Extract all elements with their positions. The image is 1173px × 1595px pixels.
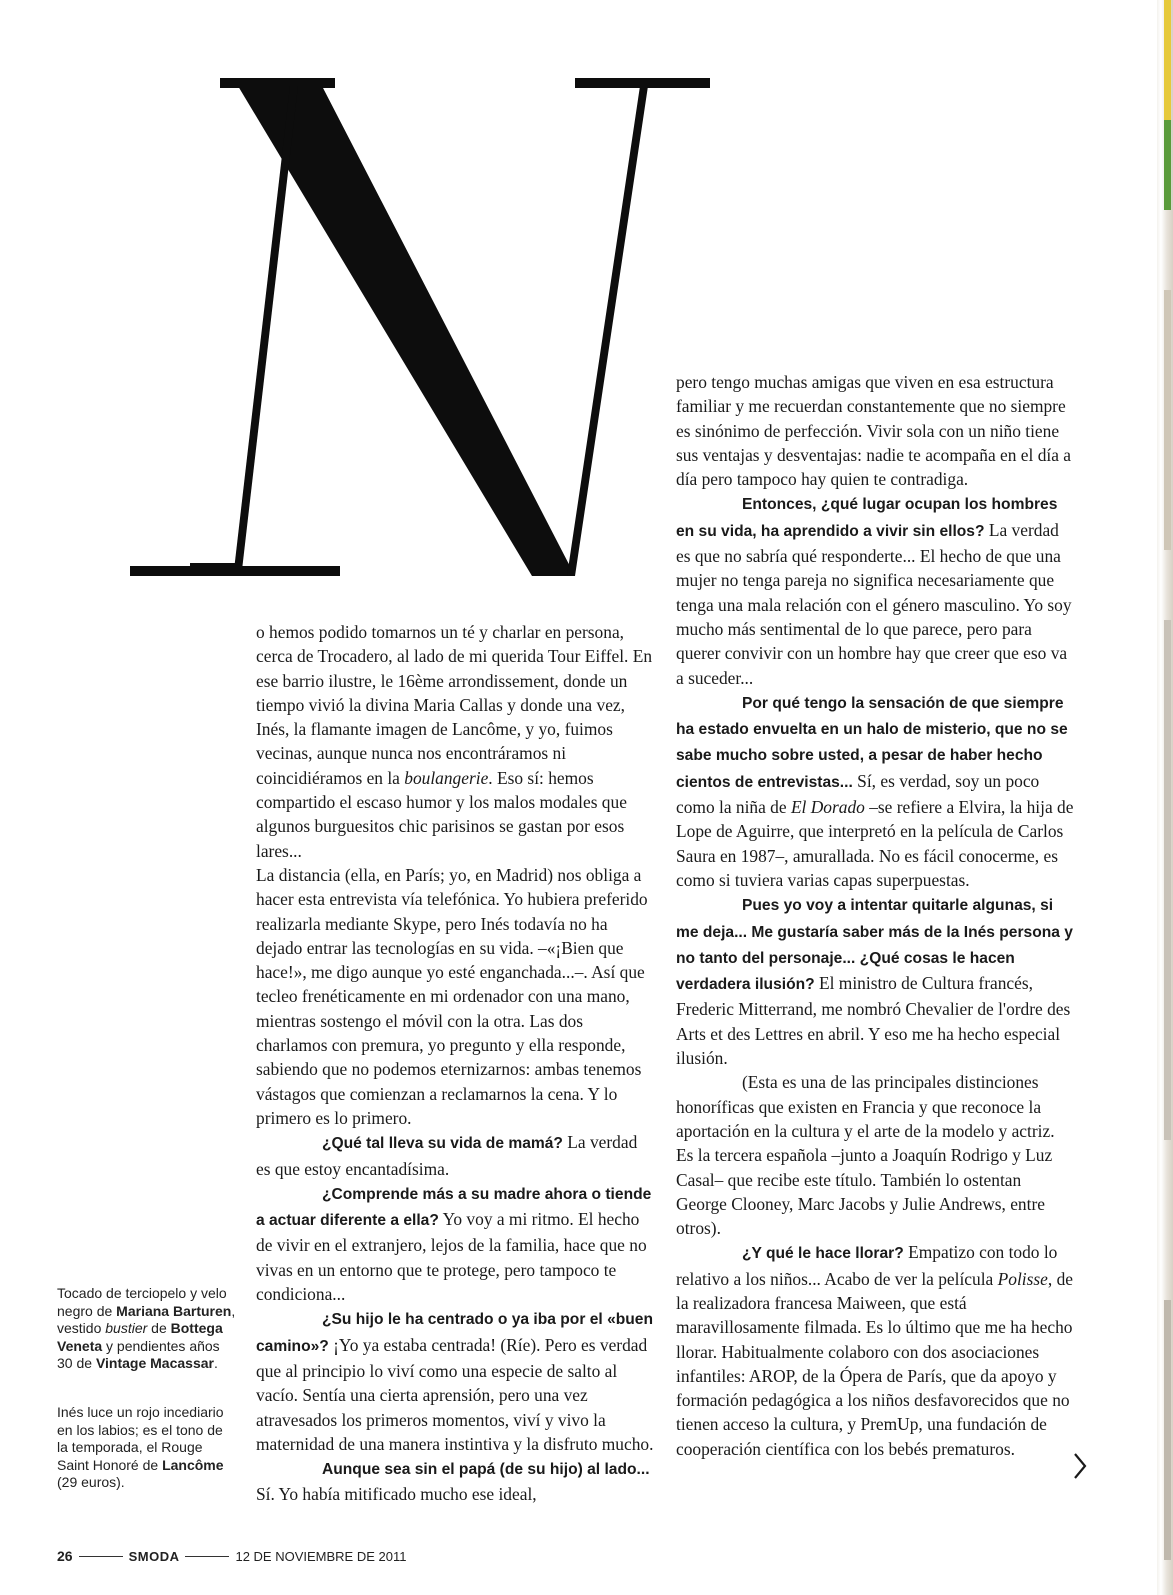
answer: ¡Yo ya estaba centrada! (Ríe). Pero es verdad que al principio lo viví como una especie de salto al vacío. Sentía una cierta aprensión, pero una vez atravesados los primeros momentos, viví y vivo la maternidad de una manera instintiva y la disfruto mucho. — [256, 1334, 654, 1454]
page-footer — [57, 1546, 406, 1566]
footer-rule — [185, 1556, 229, 1557]
magazine-name: SMODA — [128, 1548, 180, 1564]
drop-cap-letter — [120, 58, 720, 598]
photo-caption-outfit: Tocado de terciopelo y velo negro de Mariana Barturen, vestido bustier de Bottega Veneta y pendientes años 30 de Vintage Macassar. — [57, 1285, 236, 1372]
issue-date: 12 DE NOVIEMBRE DE 2011 — [235, 1548, 407, 1564]
answer: El ministro de Cultura francés, Frederic Mitterrand, me nombró Chevalier de l'ordre des Arts et des Lettres en abril. Y eso me ha hecho especial ilusión. — [676, 973, 1071, 1069]
page-edge-strip — [1157, 0, 1173, 1595]
answer: Yo voy a mi ritmo. El hecho de vivir en el extranjero, lejos de la familia, hace que no vivas en un entorno que te protege, pero tampoco te condiciona... — [256, 1209, 647, 1305]
qa-paragraph: ¿Y qué le hace llorar? Empatizo con todo lo relativo a los niños... Acabo de ver la película Polisse, de la realizadora francesa Maiween, que está maravillosamente filmada. Es lo último que me ha hecho llorar. Habitualmente colaboro con dos asociaciones infantiles: AROP, de la Ópera de París, que da apoyo y formación pedagógica a los niños desfavorecidos que no tienen acceso la cultura, y PremUp, una fundación de cooperación científica con los bebés prematuros. — [676, 1242, 1073, 1459]
edge-color-mark — [1164, 1300, 1171, 1560]
question: ¿Y qué le hace llorar? — [742, 1245, 904, 1263]
edge-color-mark — [1164, 620, 1171, 1140]
article-column-right — [676, 370, 1076, 1461]
page-number: 26 — [57, 1548, 73, 1564]
body-paragraph: La distancia (ella, en París; yo, en Madrid) nos obliga a hacer esta entrevista vía telefónica. Yo hubiera preferido realizarla mediante Skype, pero Inés todavía no ha dejado entrar las tecnologías en su vida. –«¡Bien que hace!», me digo aunque yo esté enganchada...–. Así que tecleo frenéticamente en mi ordenador con una mano, mientras sostengo el móvil con la otra. Las dos charlamos con premura, yo pregunto y ella responde, sabiendo que no podemos eternizarnos: ambas tenemos vástagos que comienzan a reclamarnos la cena. Y lo primero es lo primero. — [256, 864, 648, 1128]
question: Aunque sea sin el papá (de su hijo) al lado... — [322, 1461, 650, 1479]
answer: La verdad es que estoy encantadísima. — [256, 1132, 638, 1179]
photo-caption-makeup: Inés luce un rojo incediario en los labios; es el tono de la temporada, el Rouge Saint Honoré de Lancôme (29 euros). — [57, 1404, 224, 1491]
answer: La verdad es que no sabría qué responderte... El hecho de que una mujer no tenga pareja no significa necesariamente que tenga una mala relación con el género masculino. Yo soy mucho más sentimental de lo que parece, pero para querer convivir con un hombre hay que creer que eso va a suceder... — [676, 519, 1072, 688]
article-column-left — [256, 620, 656, 1507]
chevron-right-icon — [1070, 1450, 1090, 1482]
question: ¿Comprende más a su madre ahora o tiende a actuar diferente a ella? — [256, 1185, 652, 1230]
edge-color-mark — [1164, 290, 1171, 550]
question: ¿Qué tal lleva su vida de mamá? — [322, 1135, 563, 1153]
intro-paragraph: o hemos podido tomarnos un té y charlar en persona, cerca de Trocadero, al lado de mi querida Tour Eiffel. En ese barrio ilustre, le 16ème arrondissement, donde un tiempo vivió la divina Maria Callas y donde una vez, Inés, la flamante imagen de Lancôme, y yo, fuimos vecinas, aunque nunca nos encontráramos ni coincidiéramos en la boulangerie. Eso sí: hemos compartido el escaso humor y los malos modales que algunos burguesitos chic parisinos se gastan por esos lares... — [256, 622, 653, 861]
qa-paragraph — [676, 491, 1076, 689]
footer-rule — [79, 1556, 123, 1557]
question: Pues yo voy a intentar quitarle algunas, si me deja... Me gustaría saber más de la Inés persona y no tanto del personaje... ¿Qué cosas le hacen verdadera ilusión? — [676, 897, 1073, 994]
qa-paragraph — [256, 1181, 656, 1306]
drop-cap — [120, 58, 720, 598]
qa-paragraph — [256, 1306, 656, 1456]
edge-color-mark — [1164, 120, 1171, 210]
qa-paragraph: Por qué tengo la sensación de que siempre ha estado envuelta en un halo de misterio, que no se sabe mucho sobre usted, a pesar de haber hecho cientos de entrevistas... Sí, es verdad, soy un poco como la niña de El Dorado –se refiere a Elvira, la hija de Lope de Aguirre, que interpretó en la película de Carlos Saura en 1987–, amurallada. No es fácil conocerme, es como si tuviera varias capas superpuestas. — [676, 694, 1074, 890]
question: ¿Su hijo le ha centrado o ya iba por el «buen camino»? — [256, 1311, 653, 1355]
body-paragraph: pero tengo muchas amigas que viven en esa estructura familiar y me recuerdan constantemente que no siempre es sinónimo de perfección. Vivir sola con un niño tiene sus ventajas y desventajas: nadie te acompaña en el día a día pero tampoco hay quien te contradiga. — [676, 372, 1072, 490]
question: Entonces, ¿qué lugar ocupan los hombres en su vida, ha aprendido a vivir sin ellos? — [676, 496, 1058, 540]
qa-paragraph — [676, 892, 1076, 1070]
qa-paragraph — [256, 1130, 656, 1181]
qa-paragraph — [256, 1456, 656, 1507]
answer: Sí. Yo había mitificado mucho ese ideal, — [256, 1484, 537, 1505]
aside-paragraph: (Esta es una de las principales distinciones honoríficas que existen en Francia y que reconoce la aportación en la cultura y el arte de la modelo y actriz. Es la tercera española –junto a Joaquín Rodrigo y Luz Casal– que recibe este título. También lo ostentan George Clooney, Marc Jacobs y Julie Andrews, entre otros). — [676, 1072, 1055, 1239]
question: Por qué tengo la sensación de que siempre ha estado envuelta en un halo de misterio, que no se sabe mucho sobre usted, a pesar de haber hecho cientos de entrevistas... — [676, 694, 1068, 791]
edge-color-mark — [1164, 0, 1171, 120]
